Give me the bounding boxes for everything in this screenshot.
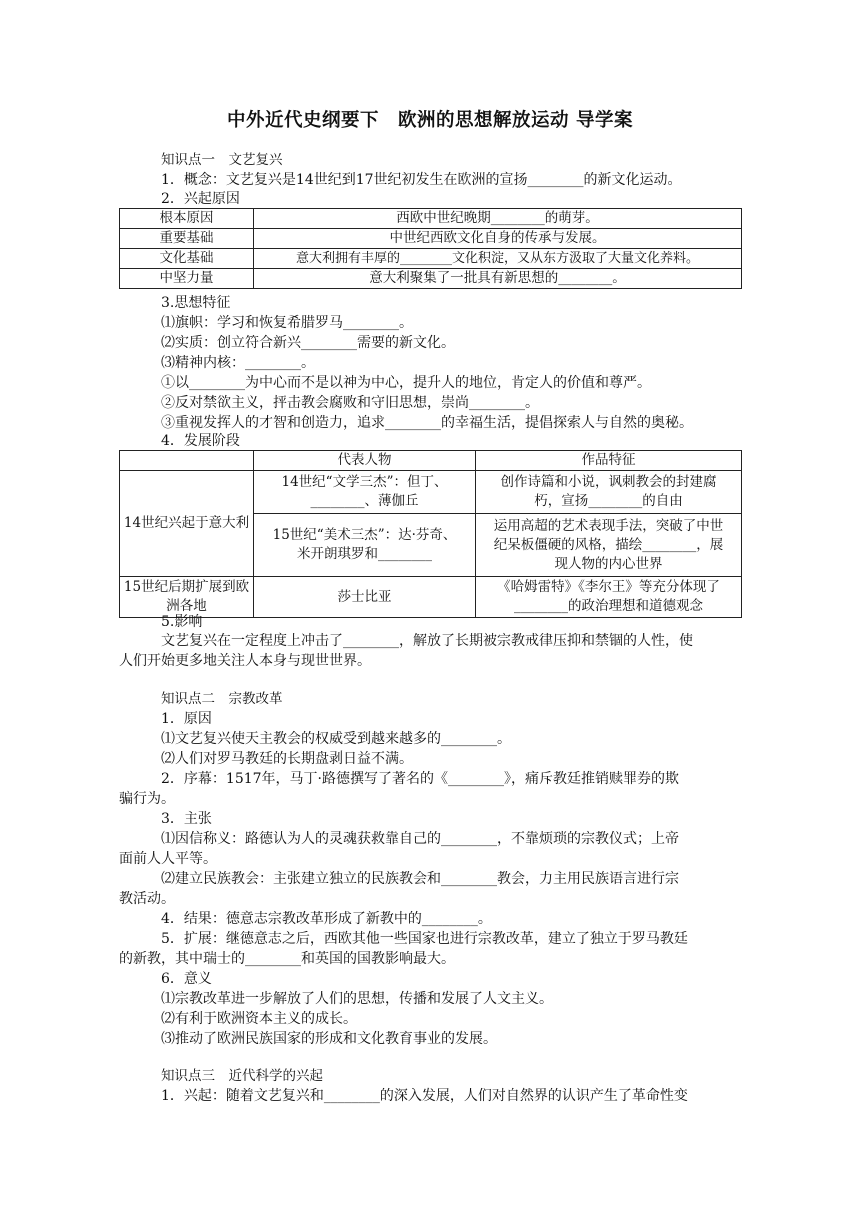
text-line: 教活动。: [119, 891, 175, 907]
cell-line: ________的政治理想和道德观念: [514, 598, 703, 614]
section-heading: 知识点一 文艺复兴: [161, 152, 283, 168]
causes-table: [119, 208, 742, 289]
text-line: 文艺复兴在一定程度上冲击了________，解放了长期被宗教戒律压抑和禁锢的人性，使: [161, 633, 693, 649]
section-heading: 知识点三 近代科学的兴起: [161, 1068, 323, 1084]
table-row: [120, 209, 742, 229]
document-title: 中外近代史纲要下 欧洲的思想解放运动 导学案: [227, 110, 633, 131]
text-line: ⑴旗帜：学习和恢复希腊罗马________。: [161, 315, 413, 331]
table-cell: [254, 514, 476, 577]
text-line: 骗行为。: [119, 791, 175, 807]
text-line: 4．结果：德意志宗教改革形成了新教中的________。: [161, 911, 492, 927]
text-line: 1．原因: [161, 711, 212, 727]
text-line: ⑴文艺复兴使天主教会的权威受到越来越多的________。: [161, 731, 511, 747]
text-line: 4．发展阶段: [161, 433, 240, 449]
table-cell: 意大利聚集了一批具有新思想的________。: [254, 269, 742, 289]
cell-line: 15世纪“美术三杰”：达·芬奇、: [272, 527, 457, 543]
cell-line: 现人物的内心世界: [554, 555, 663, 572]
table-row: [120, 249, 742, 269]
table-cell: [120, 451, 254, 471]
table-cell: 14世纪兴起于意大利: [120, 471, 254, 577]
text-line: ⑵有利于欧洲资本主义的成长。: [161, 1011, 357, 1027]
text-line: ⑶精神内核：________。: [161, 355, 315, 371]
table-header: 作品特征: [476, 451, 742, 471]
table-cell: 重要基础: [120, 229, 254, 249]
text-line: 面前人人平等。: [119, 851, 217, 867]
text-line: 5.影响: [161, 614, 203, 630]
table-cell: 15世纪后期扩展到欧洲各地: [120, 577, 254, 618]
text-line: ②反对禁欲主义，抨击教会腐败和守旧思想，崇尚________。: [161, 395, 539, 411]
text-line: ⑵建立民族教会：主张建立独立的民族教会和________教会，力主用民族语言进行宗: [161, 871, 679, 887]
text-line: 6．意义: [161, 971, 212, 987]
text-line: ⑴宗教改革进一步解放了人们的思想，传播和发展了人文主义。: [161, 991, 553, 1007]
text-line: 的新教，其中瑞士的________和英国的国教影响最大。: [119, 951, 455, 967]
text-line: 2．序幕：1517年，马丁·路德撰写了著名的《________》，痛斥教廷推销赎罪券的欺: [161, 771, 679, 787]
section-heading: 知识点二 宗教改革: [161, 691, 283, 707]
table-cell: 中世纪西欧文化自身的传承与发展。: [254, 229, 742, 249]
table-row: [120, 451, 742, 471]
text-line: ⑵实质：创立符合新兴________需要的新文化。: [161, 335, 455, 351]
table-cell: 莎士比亚: [254, 577, 476, 618]
table-cell: [476, 471, 742, 514]
cell-line: ________、薄伽丘: [310, 493, 419, 509]
cell-line: 《哈姆雷特》《李尔王》等充分体现了: [497, 579, 720, 595]
text-line: ①以________为中心而不是以神为中心，提升人的地位，肯定人的价值和尊严。: [161, 375, 651, 391]
text-line: 1．概念：文艺复兴是14世纪到17世纪初发生在欧洲的宣扬________的新文化运动。: [161, 172, 682, 188]
text-line: 2．兴起原因: [161, 191, 240, 207]
stages-table: [119, 450, 742, 618]
cell-line: 米开朗琪罗和________: [297, 546, 432, 562]
table-cell: 意大利拥有丰厚的________文化积淀，又从东方汲取了大量文化养料。: [254, 249, 742, 269]
table-cell: [476, 514, 742, 577]
table-row: [120, 471, 742, 514]
table-cell: [476, 577, 742, 618]
cell-line: 运用高超的艺术表现手法，突破了中世: [493, 517, 724, 534]
table-cell: [254, 471, 476, 514]
text-line: ⑴因信称义：路德认为人的灵魂获救靠自己的________，不靠烦琐的宗教仪式；上帝: [161, 831, 679, 847]
table-row: [120, 269, 742, 289]
text-line: 3.思想特征: [161, 295, 231, 311]
text-line: 人们开始更多地关注人本身与现世世界。: [119, 653, 371, 669]
cell-line: 创作诗篇和小说，讽刺教会的封建腐: [500, 474, 717, 490]
table-row: [120, 577, 742, 618]
table-row: [120, 229, 742, 249]
text-line: ⑶推动了欧洲民族国家的形成和文化教育事业的发展。: [161, 1031, 497, 1047]
text-line: 1．兴起：随着文艺复兴和________的深入发展，人们对自然界的认识产生了革命性变: [161, 1088, 688, 1104]
table-header: 代表人物: [254, 451, 476, 471]
text-line: 5．扩展：继德意志之后，西欧其他一些国家也进行宗教改革，建立了独立于罗马教廷: [161, 931, 688, 947]
text-line: ③重视发挥人的才智和创造力，追求________的幸福生活，提倡探索人与自然的奥秘。: [161, 415, 693, 431]
table-cell: 根本原因: [120, 209, 254, 229]
cell-line: 朽，宣扬________的自由: [534, 493, 683, 509]
text-line: ⑵人们对罗马教廷的长期盘剥日益不满。: [161, 751, 413, 767]
table-cell: 文化基础: [120, 249, 254, 269]
cell-line: 14世纪“文学三杰”：但丁、: [281, 474, 448, 490]
cell-line: 纪呆板僵硬的风格，描绘________，展: [493, 536, 724, 553]
text-line: 3．主张: [161, 811, 212, 827]
table-cell: 中坚力量: [120, 269, 254, 289]
table-cell: 西欧中世纪晚期________的萌芽。: [254, 209, 742, 229]
